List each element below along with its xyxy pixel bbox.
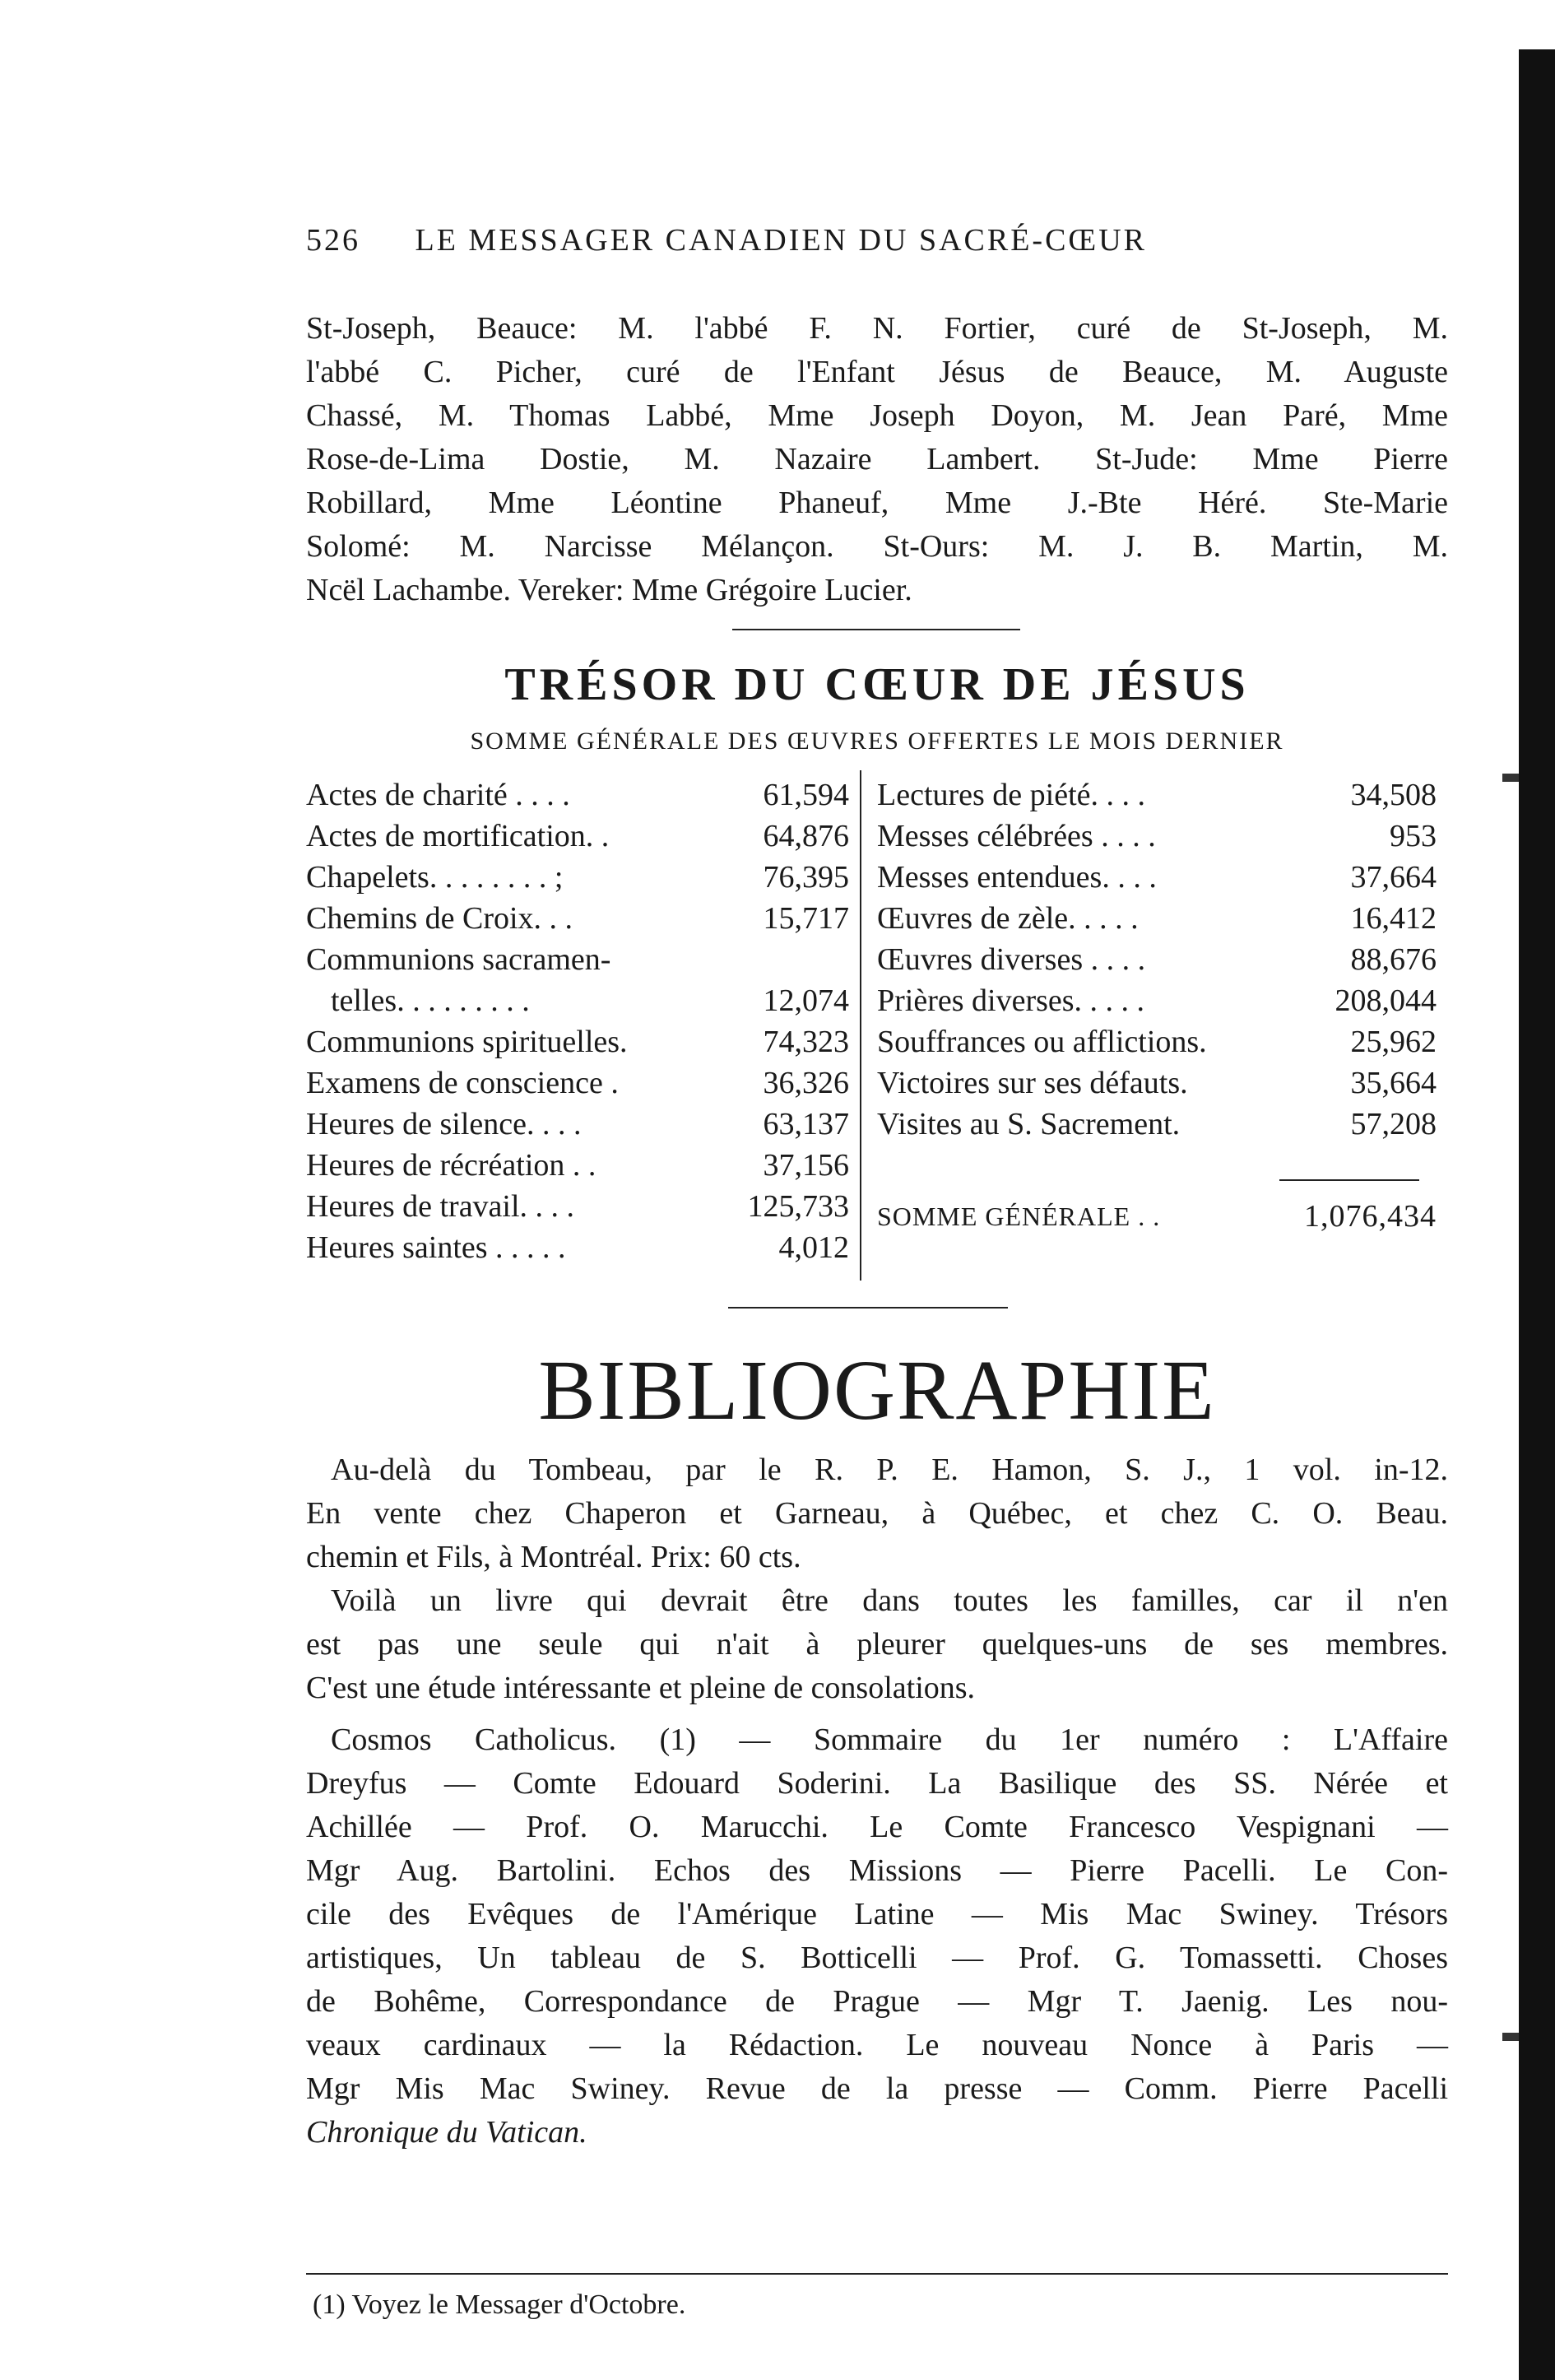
- row-value: 35,664: [1350, 1066, 1437, 1100]
- row-label: Messes entendues. . . .: [877, 860, 1157, 895]
- row-value: 12,074: [763, 983, 849, 1018]
- text-line: Cosmos Catholicus. (1) — Sommaire du 1er numéro : L'Affaire: [331, 1722, 1448, 1757]
- tresor-title: TRÉSOR DU CŒUR DE JÉSUS: [504, 659, 1250, 710]
- row-value: 4,012: [778, 1230, 849, 1265]
- text-line: C'est une étude intéressante et pleine de consolations.: [306, 1671, 976, 1705]
- running-title: LE MESSAGER CANADIEN DU SACRÉ-CŒUR: [415, 223, 1147, 258]
- text-line: cile des Evêques de l'Amérique Latine — Mis Mac Swiney. Trésors: [306, 1897, 1448, 1931]
- row-label: Communions spirituelles.: [306, 1025, 628, 1059]
- row-label: Actes de mortification. .: [306, 819, 610, 853]
- table-row: [306, 941, 849, 983]
- section-rule: [728, 1307, 1008, 1309]
- row-label: Chemins de Croix. . .: [306, 901, 573, 936]
- table-row: [877, 900, 1437, 941]
- table-row: [877, 983, 1437, 1024]
- table-row: [306, 983, 849, 1024]
- table-row: [306, 859, 849, 900]
- text-line: chemin et Fils, à Montréal. Prix: 60 cts.: [306, 1540, 801, 1574]
- row-label: Lectures de piété. . . .: [877, 778, 1146, 812]
- text-line: Chassé, M. Thomas Labbé, Mme Joseph Doyon, M. Jean Paré, Mme: [306, 398, 1448, 433]
- text-line: Au-delà du Tombeau, par le R. P. E. Hamon, S. J., 1 vol. in-12.: [331, 1453, 1448, 1487]
- row-value: 37,156: [763, 1148, 849, 1183]
- row-label: telles. . . . . . . . .: [331, 983, 530, 1018]
- text-line: veaux cardinaux — la Rédaction. Le nouveau Nonce à Paris —: [306, 2028, 1448, 2062]
- table-row: [306, 1024, 849, 1065]
- table-row: [306, 1230, 849, 1271]
- row-label: Œuvres de zèle. . . . .: [877, 901, 1139, 936]
- row-label: Victoires sur ses défauts.: [877, 1066, 1188, 1100]
- table-row: [877, 1065, 1437, 1106]
- total-row: [877, 1198, 1437, 1239]
- row-value: 15,717: [763, 901, 849, 936]
- row-label: Heures de récréation . .: [306, 1148, 596, 1183]
- scan-edge-bar: [1519, 49, 1555, 2380]
- text-line: artistiques, Un tableau de S. Botticelli — Prof. G. Tomassetti. Choses: [306, 1941, 1448, 1975]
- row-label: Heures de silence. . . .: [306, 1107, 582, 1141]
- row-label: Prières diverses. . . . .: [877, 983, 1145, 1018]
- scan-edge-mark: [1502, 774, 1519, 782]
- text-line: de Bohême, Correspondance de Prague — Mgr T. Jaenig. Les nou-: [306, 1984, 1448, 2019]
- row-label: Souffrances ou afflictions.: [877, 1025, 1207, 1059]
- table-row: [306, 1065, 849, 1106]
- table-row: [306, 900, 849, 941]
- table-row: [877, 859, 1437, 900]
- bibliographie-heading: BIBLIOGRAPHIE: [538, 1343, 1216, 1438]
- text-line: St-Joseph, Beauce: M. l'abbé F. N. Fortier, curé de St-Joseph, M.: [306, 311, 1448, 346]
- text-line: Solomé: M. Narcisse Mélançon. St-Ours: M. J. B. Martin, M.: [306, 529, 1448, 564]
- row-value: 37,664: [1350, 860, 1437, 895]
- text-line: Robillard, Mme Léontine Phaneuf, Mme J.-Bte Héré. Ste-Marie: [306, 486, 1448, 520]
- text-line: Achillée — Prof. O. Marucchi. Le Comte Francesco Vespignani —: [306, 1810, 1448, 1844]
- text-line: Ncël Lachambe. Vereker: Mme Grégoire Lucier.: [306, 573, 912, 607]
- text-line: En vente chez Chaperon et Garneau, à Québec, et chez C. O. Beau.: [306, 1496, 1448, 1531]
- section-rule: [732, 629, 1020, 630]
- table-row: [877, 818, 1437, 859]
- table-row: [306, 1147, 849, 1188]
- row-label: Visites au S. Sacrement.: [877, 1107, 1181, 1141]
- row-value: 953: [1390, 819, 1437, 853]
- page-number: 526: [306, 223, 360, 258]
- text-line: est pas une seule qui n'ait à pleurer quelques-uns de ses membres.: [306, 1627, 1448, 1662]
- column-divider: [860, 770, 861, 1281]
- row-value: 63,137: [763, 1107, 849, 1141]
- text-line: Mgr Mis Mac Swiney. Revue de la presse — Comm. Pierre Pacelli: [306, 2071, 1448, 2106]
- row-value: 36,326: [763, 1066, 849, 1100]
- text-line: Dreyfus — Comte Edouard Soderini. La Basilique des SS. Nérée et: [306, 1766, 1448, 1801]
- row-label: Examens de conscience .: [306, 1066, 619, 1100]
- bibliographie-entry-1: [306, 1448, 1448, 1710]
- text-line: l'abbé C. Picher, curé de l'Enfant Jésus de Beauce, M. Auguste: [306, 355, 1448, 389]
- row-value: 74,323: [763, 1025, 849, 1059]
- table-row: [877, 777, 1437, 818]
- row-value: 16,412: [1350, 901, 1437, 936]
- table-row: [877, 1106, 1437, 1147]
- row-label: Heures de travail. . . .: [306, 1189, 575, 1224]
- running-head: [306, 222, 1318, 258]
- intro-paragraph: [306, 307, 1448, 612]
- text-line: Mgr Aug. Bartolini. Echos des Missions — Pierre Pacelli. Le Con-: [306, 1853, 1448, 1888]
- row-value: 25,962: [1350, 1025, 1437, 1059]
- bibliographie-entry-2: [306, 1718, 1448, 2155]
- footnote: (1) Voyez le Messager d'Octobre.: [313, 2289, 686, 2320]
- row-value: 125,733: [747, 1189, 849, 1224]
- table-row: [306, 818, 849, 859]
- row-label: Communions sacramen-: [306, 942, 611, 977]
- row-value: 34,508: [1350, 778, 1437, 812]
- row-label: Œuvres diverses . . . .: [877, 942, 1146, 977]
- row-value: 61,594: [763, 778, 849, 812]
- row-label: Chapelets. . . . . . . . ;: [306, 860, 564, 895]
- row-value: 88,676: [1350, 942, 1437, 977]
- total-rule: [1279, 1179, 1419, 1181]
- text-line: Rose-de-Lima Dostie, M. Nazaire Lambert. St-Jude: Mme Pierre: [306, 442, 1448, 476]
- table-row: [877, 1024, 1437, 1065]
- row-value: 57,208: [1350, 1107, 1437, 1141]
- table-row: [306, 1106, 849, 1147]
- row-value: 76,395: [763, 860, 849, 895]
- table-row: [306, 777, 849, 818]
- footnote-rule: [306, 2273, 1448, 2275]
- row-label: Actes de charité . . . .: [306, 778, 570, 812]
- row-value: 208,044: [1335, 983, 1437, 1018]
- row-value: 64,876: [763, 819, 849, 853]
- table-row: [877, 941, 1437, 983]
- total-label: SOMME GÉNÉRALE . .: [877, 1202, 1161, 1231]
- scan-edge-mark: [1502, 2033, 1519, 2041]
- tresor-subtitle: SOMME GÉNÉRALE DES ŒUVRES OFFERTES LE MOIS DERNIER: [470, 727, 1284, 755]
- text-line: Voilà un livre qui devrait être dans toutes les familles, car il n'en: [331, 1583, 1448, 1618]
- total-value: 1,076,434: [1304, 1199, 1437, 1234]
- table-row: [306, 1188, 849, 1230]
- row-label: Messes célébrées . . . .: [877, 819, 1156, 853]
- row-label: Heures saintes . . . . .: [306, 1230, 566, 1265]
- text-line: Chronique du Vatican.: [306, 2115, 587, 2150]
